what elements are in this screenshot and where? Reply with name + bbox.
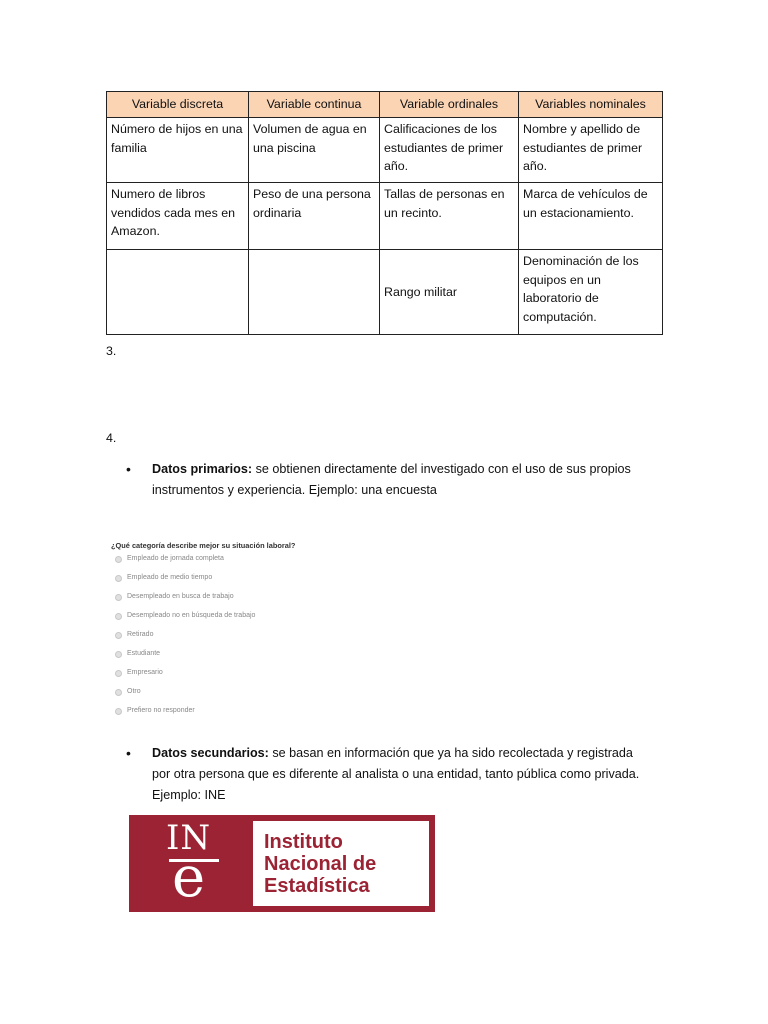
table-cell <box>249 250 380 335</box>
table-row <box>107 250 663 335</box>
section-3-label: 3. <box>106 344 117 358</box>
table-cell: Rango militar <box>380 250 519 335</box>
radio-icon[interactable] <box>115 651 122 658</box>
radio-icon[interactable] <box>115 556 122 563</box>
variables-table <box>106 91 663 335</box>
header-variable-continua: Variable continua <box>249 92 380 118</box>
radio-icon[interactable] <box>115 594 122 601</box>
table-cell: Número de hijos en una familia <box>107 118 249 183</box>
radio-icon[interactable] <box>115 708 122 715</box>
table-cell: Denominación de los equipos en un laboratorio de computación. <box>519 250 663 335</box>
ine-logo <box>129 815 435 912</box>
table-row <box>107 118 663 183</box>
section-4-label: 4. <box>106 431 117 445</box>
table-header-row <box>107 92 663 118</box>
header-variable-ordinales: Variable ordinales <box>380 92 519 118</box>
radio-icon[interactable] <box>115 613 122 620</box>
table-cell <box>107 250 249 335</box>
header-variable-discreta: Variable discreta <box>107 92 249 118</box>
table-cell: Tallas de personas en un recinto. <box>380 183 519 250</box>
table-row <box>107 183 663 250</box>
survey-question: ¿Qué categoría describe mejor su situación laboral? <box>111 541 296 550</box>
table-cell: Marca de vehículos de un estacionamiento. <box>519 183 663 250</box>
header-variables-nominales: Variables nominales <box>519 92 663 118</box>
ine-name-panel <box>253 821 429 906</box>
bullet-body: se basan en información que ya ha sido recolectada y registrada por otra persona que es diferente al analista o una entidad, tanto pública como privada. Ejemplo: INE <box>152 746 640 802</box>
radio-icon[interactable] <box>115 670 122 677</box>
radio-icon[interactable] <box>115 632 122 639</box>
table-cell: Nombre y apellido de estudiantes de primer año. <box>519 118 663 183</box>
survey-screenshot: ¿Qué categoría describe mejor su situación laboral? Empleado de jornada completa Empleado de medio tiempo Desempleado en busca de trabajo Desempleado no en búsqueda de trabajo Retirado Estudiante Empresario Otro Prefiero no responder <box>111 541 296 714</box>
table-cell: Peso de una persona ordinaria <box>249 183 380 250</box>
radio-icon[interactable] <box>115 575 122 582</box>
bullet-text <box>152 459 646 501</box>
bullet-title: Datos secundarios: <box>152 746 269 760</box>
table-cell: Numero de libros vendidos cada mes en Amazon. <box>107 183 249 250</box>
bullet-body: se obtienen directamente del investigado con el uso de sus propios instrumentos y experiencia. Ejemplo: una encuesta <box>152 462 631 497</box>
ine-name: Instituto Nacional de Estadística <box>264 831 377 897</box>
ine-mark-in: IN <box>166 818 212 858</box>
bullet-datos-secundarios <box>126 743 646 807</box>
table-cell: Calificaciones de los estudiantes de primer año. <box>380 118 519 183</box>
bullet-title: Datos primarios: <box>152 462 253 476</box>
bullet-icon: • <box>126 461 131 477</box>
bullet-text <box>152 743 646 806</box>
ine-mark-e: e <box>172 845 206 910</box>
bullet-icon: • <box>126 745 131 761</box>
bullet-datos-primarios <box>126 459 646 503</box>
radio-icon[interactable] <box>115 689 122 696</box>
table-cell: Volumen de agua en una piscina <box>249 118 380 183</box>
